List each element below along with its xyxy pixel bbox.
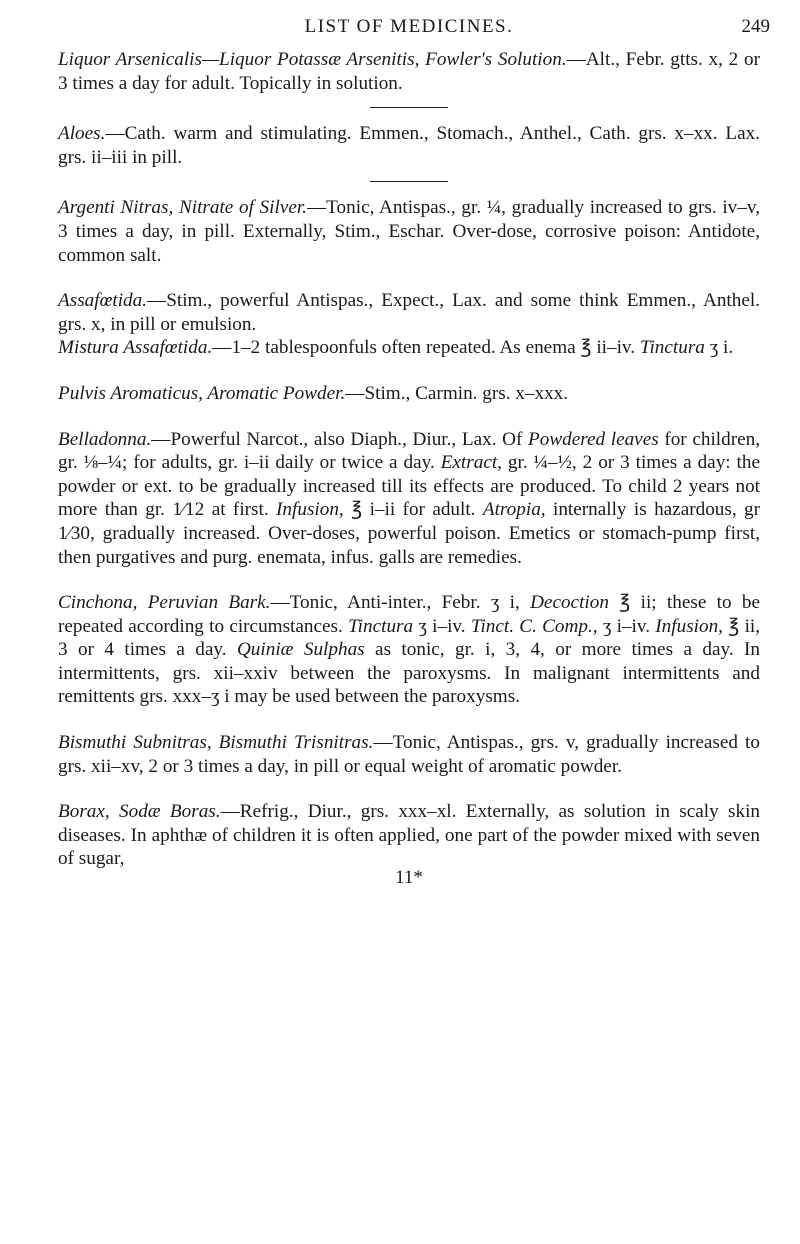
entry-title: Assafœtida. [58, 290, 148, 312]
entry-body: —Powerful Narcot., also Diaph., Diur., Lax. Of [151, 428, 523, 450]
spacer [58, 569, 760, 591]
spacer [58, 267, 760, 289]
spacer [58, 778, 760, 800]
spacer [58, 360, 760, 382]
entry-belladonna [58, 428, 760, 570]
entry-body: internally is hazardous, gr 1⁄30, gradually increased. Over-doses, powerful poison. Emetics or stomach-pump first, then purgatives and purg. enemata, infus. galls are remedies. [58, 499, 761, 568]
entry-bismuthi [58, 731, 760, 778]
sub-entry-body: —1–2 tablespoonfuls often repeated. As enema ℥ ii–iv. [212, 337, 636, 359]
entry-title: Argenti Nitras, Nitrate of Silver. [58, 197, 307, 219]
entry-title: Pulvis Aromaticus, Aromatic Powder. [58, 382, 346, 404]
entry-body: —Tonic, Antispas., grs. v, gradually increased to grs. xii–xv, 2 or 3 times a day, in pill or equal weight of aromatic powder. [58, 732, 760, 777]
spacer [58, 406, 760, 428]
entry-cinchona [58, 591, 760, 709]
entry-body: —Stim., Carmin. grs. x–xxx. [345, 382, 569, 404]
spacer [58, 709, 760, 731]
entry-title: Borax, Sodæ Boras. [58, 801, 221, 823]
sub-entry-title: Quiniæ Sulphas [236, 639, 365, 661]
entry-body: as tonic, gr. i, 3, 4, or more times a day. In intermittents, grs. xii–xxiv between the paroxysms. In malignant intermittents and remittents grs. xxx–ʒ i may be used between the paroxysms. [58, 639, 761, 708]
entry-argenti-nitras [58, 196, 760, 267]
entry-liquor-arsenicalis [58, 48, 760, 95]
sub-entry-body: ʒ i. [709, 337, 734, 359]
running-title: LIST OF MEDICINES. [304, 16, 514, 37]
entry-aloes [58, 122, 760, 169]
entry-body: for children, gr. ⅛–¼; for adults, gr. i–ii daily or twice a day. [58, 428, 760, 474]
entry-title: Cinchona, Peruvian Bark. [58, 592, 271, 614]
sub-entry-title: Powdered leaves [528, 428, 659, 450]
entry-body: —Refrig., Diur., grs. xxx–xl. Externally, as solution in scaly skin diseases. In aphthæ of children it is often applied, one part of the powder mixed with seven of sugar, [58, 801, 761, 870]
sub-entry-title: Tinctura [348, 615, 414, 637]
entry-body: gr. ¼–½, 2 or 3 times a day: the powder or ext. to be gradually increased till its effects are produced. To child 2 years not more than gr. 1⁄12 at first. [58, 452, 760, 521]
entry-body: ℥ ii, 3 or 4 times a day. [58, 615, 761, 661]
entry-borax [58, 800, 760, 871]
sub-entry-title: Tinctura [639, 337, 705, 359]
entry-body: ʒ i–iv. [418, 615, 466, 637]
entry-assafoetida [58, 289, 760, 360]
entry-title: Bismuthi Subnitras, Bismuthi Trisnitras. [58, 732, 374, 754]
page-number: 249 [741, 16, 770, 37]
entry-title: Liquor Arsenicalis—Liquor Potassæ Arsenitis, Fowler's Solution. [58, 49, 567, 70]
sub-entry-title: Atropia, [482, 499, 546, 521]
sub-entry-title: Tinct. C. Comp., [470, 615, 598, 637]
entry-body: —Cath. warm and stimulating. Emmen., Stomach., Anthel., Cath. grs. x–xx. Lax. grs. ii–iii in pill. [58, 123, 760, 168]
entry-body: —Stim., powerful Antispas., Expect., Lax. and some think Emmen., Anthel. grs. x, in pill or emulsion. [58, 290, 760, 335]
signature-mark: 11* [395, 867, 423, 889]
entry-body: —Tonic, Antispas., gr. ¼, gradually increased to grs. iv–v, 3 times a day, in pill. Externally, Stim., Eschar. Over-dose, corrosive poison: Antidote, common salt. [58, 197, 760, 266]
entry-body: ʒ i–iv. [602, 615, 651, 637]
entry-body: ℥ ii; these to be repeated according to circumstances. [58, 592, 761, 637]
section-divider [370, 107, 448, 108]
running-header [58, 0, 770, 48]
entry-title: Aloes. [58, 123, 106, 145]
entry-body: ℥ i–ii for adult. [351, 499, 476, 521]
entry-body: —Alt., Febr. gtts. x, 2 or 3 times a day for adult. Topically in solution. [58, 49, 760, 94]
entry-body: —Tonic, Anti-inter., Febr. ʒ i, [270, 592, 520, 614]
entry-title: Belladonna. [58, 428, 152, 450]
sub-entry-title: Extract, [440, 452, 502, 474]
sub-entry-title: Infusion, [655, 615, 723, 637]
sub-entry-title: Mistura Assafœtida. [58, 337, 213, 359]
entry-pulvis-aromaticus [58, 382, 760, 406]
section-divider [370, 181, 448, 182]
sub-entry-title: Decoction [530, 592, 609, 614]
sub-entry-title: Infusion, [276, 499, 344, 521]
